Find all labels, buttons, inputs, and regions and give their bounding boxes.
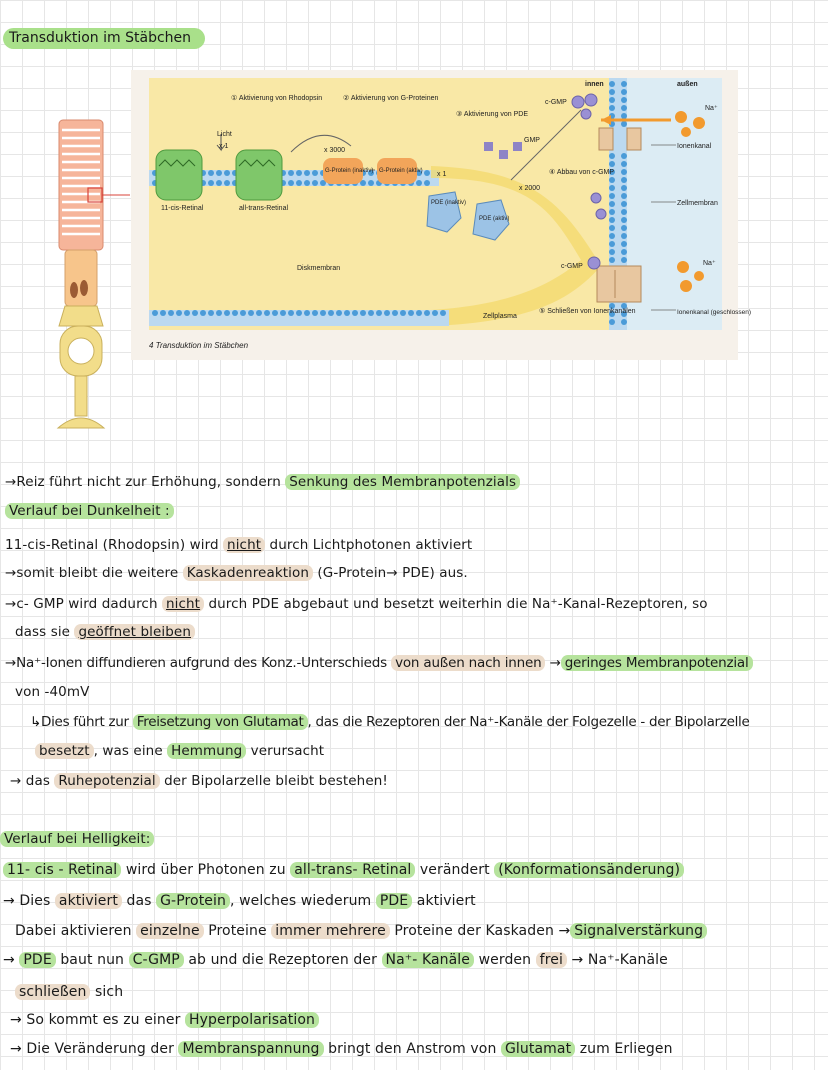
note-line-7: von -40mV: [15, 684, 90, 700]
inside-label: innen: [585, 81, 604, 88]
na-bottom-label: Na⁺: [703, 260, 716, 267]
step3-label: ③ Aktivierung von PDE: [456, 111, 529, 118]
cell-membrane-label: Zellmembran: [677, 200, 718, 207]
note-line-17: → Die Veränderung der Membranspannung bringt den Anstrom von Glutamat zum Erliegen: [10, 1041, 673, 1057]
note-line-4: →c- GMP wird dadurch nicht durch PDE abgebaut und besetzt weiterhin die Na⁺-Kanal-Rezeptoren, so: [5, 596, 708, 612]
x3000-label: x 3000: [324, 147, 346, 154]
rhodopsin-active: [236, 150, 282, 200]
rhodopsin-inactive: [156, 150, 202, 200]
gmp-label: GMP: [524, 137, 540, 144]
note-line-10: → das Ruhepotenzial der Bipolarzelle bleibt bestehen!: [10, 773, 388, 789]
x2000-label: x 2000: [519, 185, 541, 192]
note-line-15: schließen sich: [15, 984, 123, 1000]
trans-retinal-label: all-trans-Retinal: [239, 205, 289, 212]
pde-active-label: PDE (aktiv): [479, 216, 510, 222]
note-line-5: dass sie geöffnet bleiben: [15, 624, 195, 640]
g-protein-inactive-label: G-Protein (inaktiv): [325, 168, 374, 174]
outside-label: außen: [677, 81, 698, 88]
heading-darkness: Verlauf bei Dunkelheit :: [5, 503, 174, 519]
note-line-1: →Reiz führt nicht zur Erhöhung, sondern Senkung des Membranpotenzials: [5, 474, 520, 490]
g-protein-active-label: G-Protein (aktiv): [379, 168, 423, 174]
transduction-figure: [131, 70, 752, 360]
page-title: Transduktion im Stäbchen: [3, 28, 205, 49]
x1b-label: x 1: [437, 171, 447, 178]
note-line-9: besetzt , was eine Hemmung verursacht: [35, 743, 324, 759]
note-line-16: → So kommt es zu einer Hyperpolarisation: [10, 1012, 319, 1028]
note-line-8: ↳Dies führt zur Freisetzung von Glutamat , das die Rezeptoren der Na⁺-Kanäle der Folgezelle - der Bipolarzelle: [30, 714, 750, 730]
note-line-2: 11-cis-Retinal (Rhodopsin) wird nicht durch Lichtphotonen aktiviert: [5, 537, 473, 553]
rod-cell-illustration: [50, 110, 130, 460]
cgmp-bottom-label: c-GMP: [561, 263, 583, 270]
ion-channel-closed-label: Ionenkanal (geschlossen): [677, 309, 752, 316]
note-line-6: →Na⁺-Ionen diffundieren aufgrund des Konz.-Unterschieds von außen nach innen → geringes Membranpotenzial: [5, 655, 753, 671]
figure-caption: 4 Transduktion im Stäbchen: [149, 341, 249, 350]
cgmp-top-label: c-GMP: [545, 99, 567, 106]
ion-channel-closed: [597, 266, 641, 302]
step4-label: ④ Abbau von c-GMP: [549, 169, 615, 176]
note-line-3: →somit bleibt die weitere Kaskadenreaktion (G-Protein→ PDE) aus.: [5, 565, 468, 581]
step1-label: ① Aktivierung von Rhodopsin: [231, 95, 323, 102]
heading-brightness: Verlauf bei Helligkeit:: [0, 831, 154, 847]
note-line-12: → Dies aktiviert das G-Protein , welches wiederum PDE aktiviert: [3, 893, 476, 909]
light-label: Licht: [217, 131, 232, 138]
note-line-14: → PDE baut nun C-GMP ab und die Rezeptoren der Na⁺- Kanäle werden frei → Na⁺-Kanäle: [3, 952, 668, 968]
cytoplasm-label: Zellplasma: [483, 313, 517, 320]
step2-label: ② Aktivierung von G-Proteinen: [343, 95, 439, 102]
disk-membrane-label: Diskmembran: [297, 265, 341, 272]
x1a-label: x 1: [219, 143, 229, 150]
ion-channel-label: Ionenkanal: [677, 143, 712, 150]
note-line-11: 11- cis - Retinal wird über Photonen zu all-trans- Retinal verändert (Konformationsänderung): [3, 862, 684, 878]
cis-retinal-label: 11-cis-Retinal: [161, 205, 204, 212]
step5-label: ⑤ Schließen von Ionenkanälen: [539, 308, 636, 315]
pde-inactive-label: PDE (inaktiv): [431, 200, 467, 206]
note-line-13: Dabei aktivieren einzelne Proteine immer mehrere Proteine der Kaskaden → Signalverstärkung: [15, 923, 707, 939]
na-top-label: Na⁺: [705, 105, 718, 112]
